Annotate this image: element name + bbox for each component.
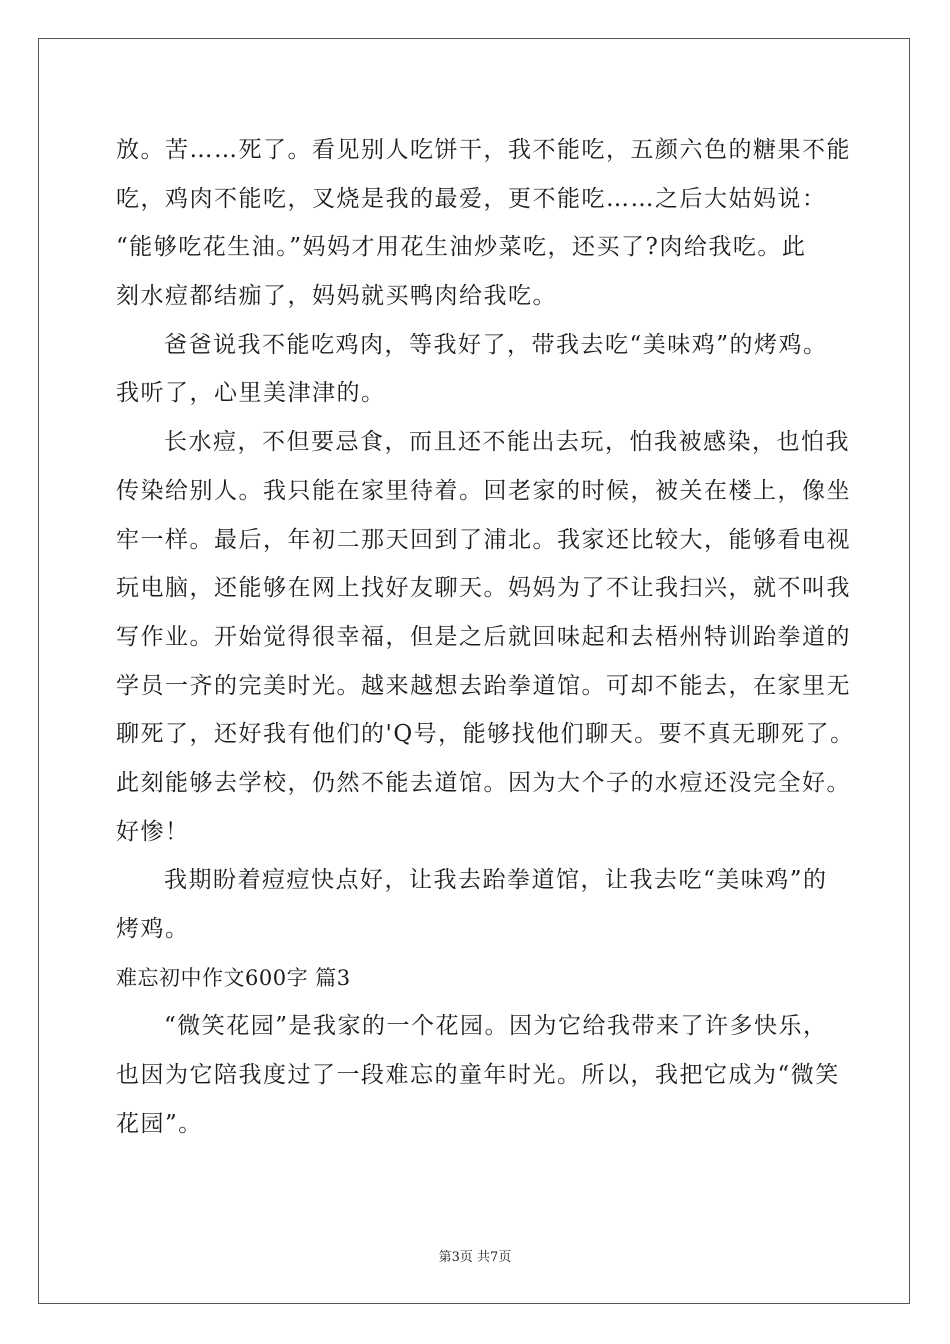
text-line: 长水痘，不但要忌食，而且还不能出去玩，怕我被感染，也怕我: [164, 429, 850, 456]
text-line: 玩电脑，还能够在网上找好友聊天。妈妈为了不让我扫兴，就不叫我: [116, 575, 851, 602]
section-heading: 难忘初中作文600字 篇3: [116, 965, 351, 990]
text-line: 放。苦……死了。看见别人吃饼干，我不能吃，五颜六色的糖果不能: [116, 137, 851, 163]
text-line: 我听了，心里美津津的。: [116, 380, 386, 407]
text-line: 也因为它陪我度过了一段难忘的童年时光。所以，我把它成为“微笑: [116, 1062, 840, 1089]
text-line: 爸爸说我不能吃鸡肉，等我好了，带我去吃“美味鸡”的烤鸡。: [164, 331, 828, 358]
text-line: 好惨！: [116, 818, 190, 845]
text-line: 聊死了，还好我有他们的'Q号，能够找他们聊天。要不真无聊死了。: [116, 721, 855, 748]
text-line: 牢一样。最后，年初二那天回到了浦北。我家还比较大，能够看电视: [116, 526, 851, 553]
document-body: [116, 126, 855, 1148]
text-line: 此刻能够去学校，仍然不能去道馆。因为大个子的水痘还没完全好。: [116, 769, 851, 796]
text-line: 写作业。开始觉得很幸福，但是之后就回味起和去梧州特训跆拳道的: [116, 623, 851, 650]
text-line: 学员一齐的完美时光。越来越想去跆拳道馆。可却不能去，在家里无: [116, 672, 851, 699]
text-line: 我期盼着痘痘快点好，让我去跆拳道馆，让我去吃“美味鸡”的: [164, 867, 828, 894]
text-line: 花园”。: [116, 1110, 203, 1137]
text-line: “微笑花园”是我家的一个花园。因为它给我带来了许多快乐，: [164, 1013, 828, 1040]
text-line: 烤鸡。: [116, 916, 190, 942]
page-number-footer: 第3页 共7页: [438, 1250, 512, 1265]
text-line: 刻水痘都结痂了，妈妈就买鸭肉给我吃。: [116, 283, 557, 310]
text-line: 传染给别人。我只能在家里待着。回老家的时候，被关在楼上，像坐: [116, 477, 851, 504]
text-line: “能够吃花生油。”妈妈才用花生油炒菜吃，还买了?肉给我吃。此: [116, 234, 807, 261]
text-line: 吃，鸡肉不能吃，叉烧是我的最爱，更不能吃……之后大姑妈说：: [116, 185, 827, 212]
